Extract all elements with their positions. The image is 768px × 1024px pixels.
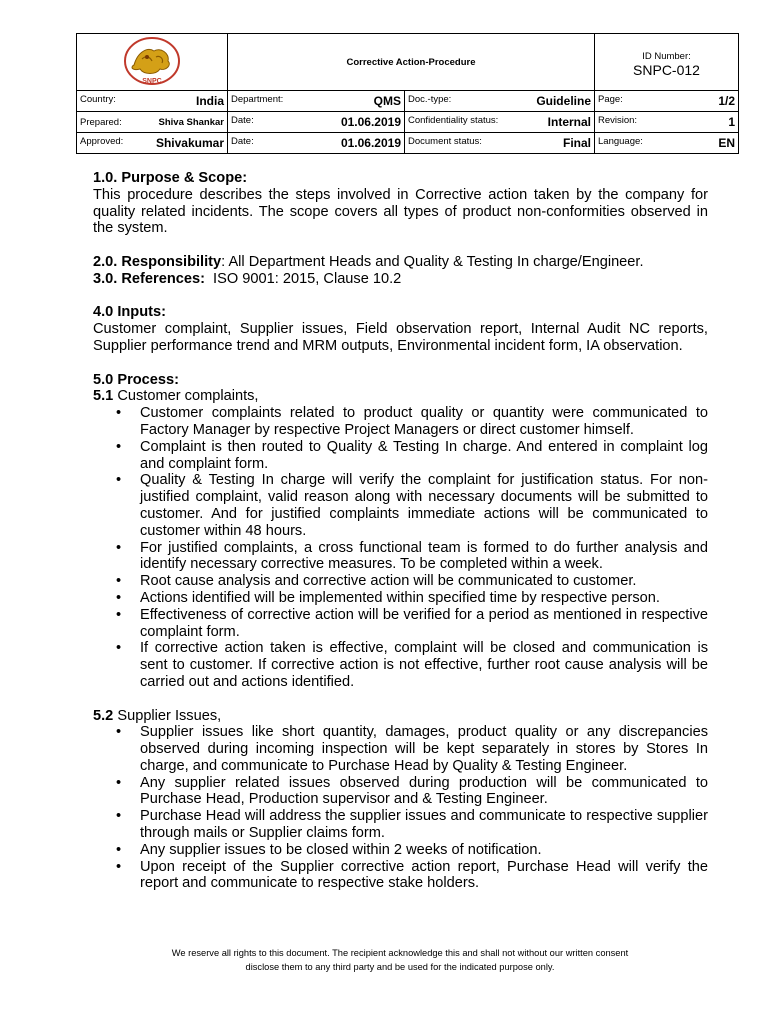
header-cell xyxy=(77,133,228,154)
section-text-responsibility: : All Department Heads and Quality & Testing In charge/Engineer. xyxy=(221,253,644,270)
field-value: Shivakumar xyxy=(155,136,224,150)
section-heading-purpose: 1.0. Purpose & Scope: xyxy=(93,170,248,186)
section-text-purpose: This procedure describes the steps involved in Corrective action taken by the company for quality related incidents. The scope covers all types of product non-conformities observed in the system. xyxy=(93,186,708,237)
header-cell xyxy=(595,91,739,112)
header-cell xyxy=(405,133,595,154)
field-label: Document status: xyxy=(408,136,482,147)
list-item: • Complaint is then routed to Quality & Testing In charge. And entered in complaint log and complaint form. xyxy=(140,439,708,473)
subsection-title: Supplier Issues, xyxy=(113,707,222,724)
header-cell xyxy=(228,91,405,112)
list-item: • Any supplier related issues observed during production will be communicated to Purchase Head, Production supervisor and & Testing Engineer. xyxy=(140,775,708,809)
header-cell xyxy=(595,133,739,154)
field-label: Prepared: xyxy=(80,116,122,128)
section-heading-process: 5.0 Process: xyxy=(93,371,179,388)
field-value: 01.06.2019 xyxy=(340,136,401,150)
supplier-issues-list xyxy=(93,724,708,892)
footer-line: We reserve all rights to this document. The recipient acknowledge this and shall not without our written consent xyxy=(171,948,629,958)
field-value: Final xyxy=(562,136,591,150)
subsection-supplier-issues xyxy=(93,708,708,725)
field-label: Date: xyxy=(231,115,254,126)
list-item: • Purchase Head will address the supplier issues and communicate to respective supplier through mails or Supplier claims form. xyxy=(140,808,708,842)
section-text-references: ISO 9001: 2015, Clause 10.2 xyxy=(204,270,402,287)
section-heading-inputs: 4.0 Inputs: xyxy=(93,304,166,321)
list-item: • For justified complaints, a cross functional team is formed to do further analysis and identify necessary corrective measures. To be completed within a week. xyxy=(140,540,708,574)
id-number-value: SNPC-012 xyxy=(633,61,700,78)
section-heading-responsibility: 2.0. Responsibility xyxy=(93,253,222,270)
field-value: Guideline xyxy=(536,94,591,108)
list-item: • If corrective action taken is effective, complaint will be closed and communication is sent to customer. If corrective action is not effective, further root cause analysis will be carried out and actions identified. xyxy=(140,640,708,690)
list-item: • Any supplier issues to be closed within 2 weeks of notification. xyxy=(140,842,708,859)
customer-complaints-list xyxy=(93,405,708,691)
field-label: Language: xyxy=(598,136,643,147)
section-responsibility xyxy=(93,254,708,271)
field-label: Country: xyxy=(80,94,116,105)
list-item: • Customer complaints related to product quality or quantity were communicated to Factory Manager by respective Project Managers or direct customer himself. xyxy=(140,405,708,439)
section-references xyxy=(93,271,708,288)
header-cell xyxy=(405,112,595,133)
field-label: Department: xyxy=(231,94,284,105)
company-logo xyxy=(120,35,184,87)
field-value: EN xyxy=(718,136,735,150)
footer-line: disclose them to any third party and be used for the indicated purpose only. xyxy=(245,961,555,972)
subsection-title: Customer complaints, xyxy=(113,388,259,405)
field-label: Approved: xyxy=(80,136,124,147)
header-cell xyxy=(228,133,405,154)
field-value: Internal xyxy=(547,115,591,129)
field-label: Confidentiality status: xyxy=(408,115,499,126)
field-label: Doc.-type: xyxy=(408,94,452,105)
header-row xyxy=(77,91,739,112)
header-cell xyxy=(77,91,228,112)
header-cell xyxy=(77,112,228,133)
document-title: Corrective Action-Procedure xyxy=(228,34,595,91)
field-value: India xyxy=(195,94,224,108)
field-value: 1/2 xyxy=(718,94,735,108)
list-item: • Supplier issues like short quantity, damages, product quality or any discrepancies observed during incoming inspection will be kept separately in stores by Stores In charge, and communicate to Purchase Head by Quality & Testing Engineer. xyxy=(140,724,708,774)
section-heading-references: 3.0. References: xyxy=(93,270,205,287)
subsection-customer-complaints xyxy=(93,388,708,405)
header-cell xyxy=(405,91,595,112)
id-number-cell xyxy=(595,34,739,91)
subsection-number: 5.2 xyxy=(93,707,114,724)
field-value: QMS xyxy=(373,94,401,108)
logo-cell xyxy=(77,34,228,91)
field-value: 1 xyxy=(728,115,735,129)
logo-text: SNPC xyxy=(142,77,162,85)
subsection-number: 5.1 xyxy=(93,388,114,405)
header-row xyxy=(77,112,739,133)
document-body xyxy=(93,170,708,892)
list-item: • Upon receipt of the Supplier corrective action report, Purchase Head will verify the report and communicate to respective stake holders. xyxy=(140,859,708,893)
section-text-inputs: Customer complaint, Supplier issues, Field observation report, Internal Audit NC reports, Supplier performance trend and MRM outputs, Environmental incident form, IA observation. xyxy=(93,321,708,354)
field-value: Shiva Shankar xyxy=(158,116,224,128)
list-item: • Effectiveness of corrective action will be verified for a period as mentioned in respective complaint form. xyxy=(140,607,708,641)
id-number-label: ID Number: xyxy=(642,50,691,62)
header-row xyxy=(77,133,739,154)
list-item: • Quality & Testing In charge will verify the complaint for justification status. For non-justified complaint, valid reason along with necessary documents will be submitted to customer. And for justified complaints immediate actions will be communicated to customer within 48 hours. xyxy=(140,472,708,539)
field-label: Revision: xyxy=(598,115,638,126)
header-cell xyxy=(595,112,739,133)
document-header-table xyxy=(76,33,739,154)
field-label: Page: xyxy=(598,94,623,105)
list-item: • Root cause analysis and corrective action will be communicated to customer. xyxy=(140,573,708,590)
field-label: Date: xyxy=(231,136,254,147)
field-value: 01.06.2019 xyxy=(340,115,401,129)
list-item: • Actions identified will be implemented within specified time by respective person. xyxy=(140,590,708,607)
footer-disclaimer xyxy=(100,947,700,974)
header-cell xyxy=(228,112,405,133)
